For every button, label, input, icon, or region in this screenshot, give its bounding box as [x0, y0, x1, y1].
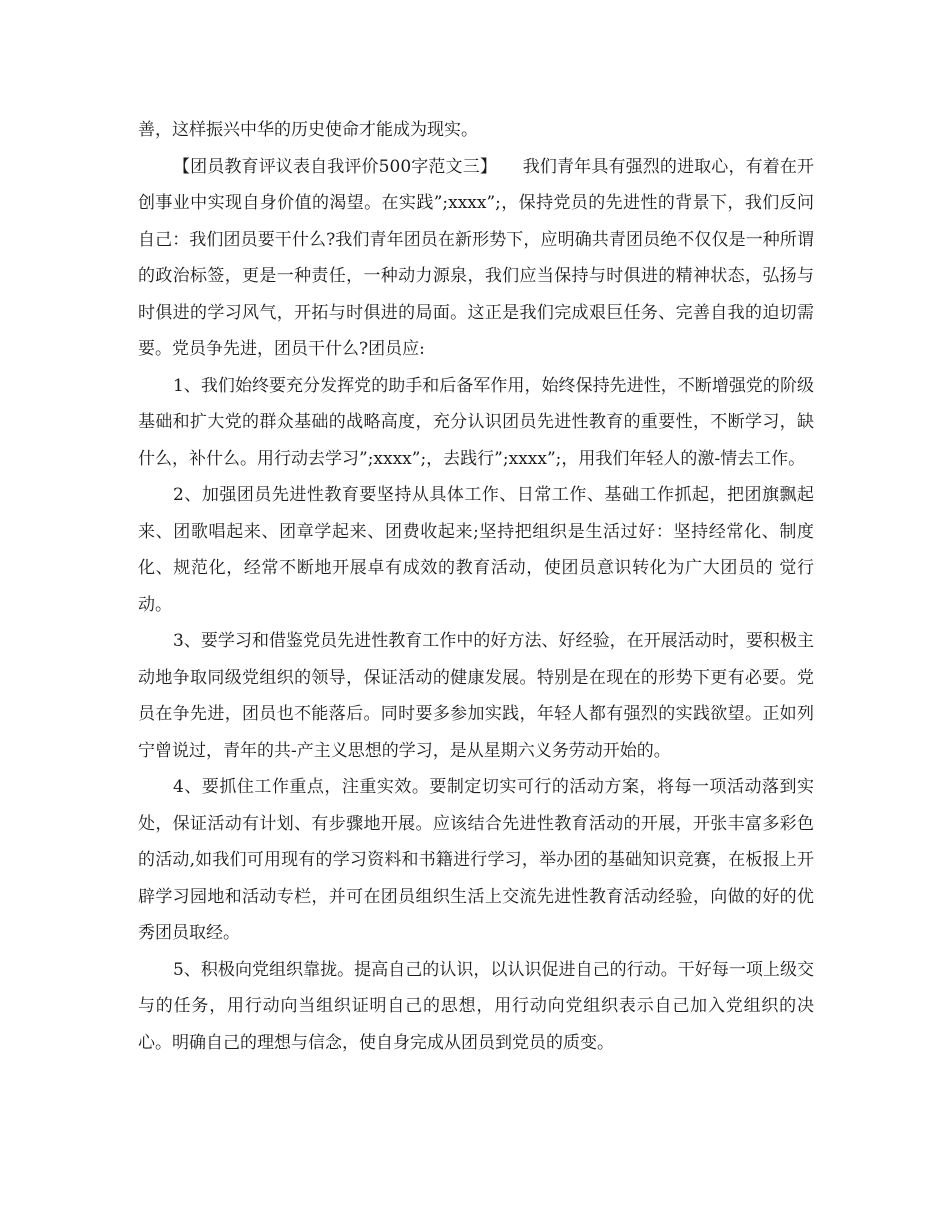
document-body [138, 112, 814, 1061]
paragraph-text: 3、要学习和借鉴党员先进性教育工作中的好方法、好经验，在开展活动时，要积极主动地争取同级党组织的领导，保证活动的健康发展。特别是在现在的形势下更有必要。党员在争先进，团员也不能落后。同时要多参加实践，年轻人都有强烈的实践欲望。正如列宁曾说过，青年的共-产主义思想的学习，是从星期六义务劳动开始的。 [138, 631, 814, 761]
section-heading: 【团员教育评议表自我评价500字范文三】 [173, 156, 489, 177]
paragraph-continuation [138, 112, 814, 149]
paragraph-text: 1、我们始终要充分发挥党的助手和后备军作用，始终保持先进性，不断增强党的阶级基础和扩大党的群众基础的战略高度，充分认识团员先进性教育的重要性，不断学习，缺什么，补什么。用行动去学习”;xxxx”;，去践行”;xxxx”;，用我们年轻人的激-情去工作。 [138, 375, 814, 469]
paragraph-item-5 [138, 952, 814, 1062]
paragraph-text: 4、要抓住工作重点，注重实效。要制定切实可行的活动方案，将每一项活动落到实处，保证活动有计划、有步骤地开展。应该结合先进性教育活动的开展，开张丰富多彩色的活动,如我们可用现有的学习资料和书籍进行学习，举办团的基础知识竞赛，在板报上开辟学习园地和活动专栏，并可在团员组织生活上交流先进性教育活动经验，向做的好的优秀团员取经。 [138, 777, 814, 943]
paragraph-item-3 [138, 623, 814, 769]
paragraph-item-1 [138, 368, 814, 478]
paragraph-text: 我们青年具有强烈的进取心，有着在开创事业中实现自身价值的渴望。在实践”;xxxx”;，保持党员的先进性的背景下，我们反问自己：我们团员要干什么?我们青年团员在新形势下，应明确共青团员绝不仅仅是一种所谓的政治标签，更是一种责任，一种动力源泉，我们应当保持与时俱进的精神状态，弘扬与时俱进的学习风气，开拓与时俱进的局面。这正是我们完成艰巨任务、完善自我的迫切需要。党员争先进，团员干什么?团员应: [138, 156, 815, 359]
paragraph-text: 2、加强团员先进性教育要坚持从具体工作、日常工作、基础工作抓起，把团旗飘起来、团歌唱起来、团章学起来、团费收起来;坚持把组织是生活过好：坚持经常化、制度化、规范化，经常不断地开展卓有成效的教育活动，使团员意识转化为广大团员的 觉行动。 [138, 485, 814, 615]
paragraph-text: 5、积极向党组织靠拢。提高自己的认识，以认识促进自己的行动。干好每一项上级交与的任务，用行动向当组织证明自己的思想，用行动向党组织表示自己加入党组织的决心。明确自己的理想与信念，使自身完成从团员到党员的质变。 [138, 959, 814, 1053]
paragraph-section-three [138, 149, 814, 368]
paragraph-text: 善，这样振兴中华的历史使命才能成为现实。 [138, 120, 478, 140]
paragraph-item-4 [138, 769, 814, 952]
paragraph-item-2 [138, 477, 814, 623]
